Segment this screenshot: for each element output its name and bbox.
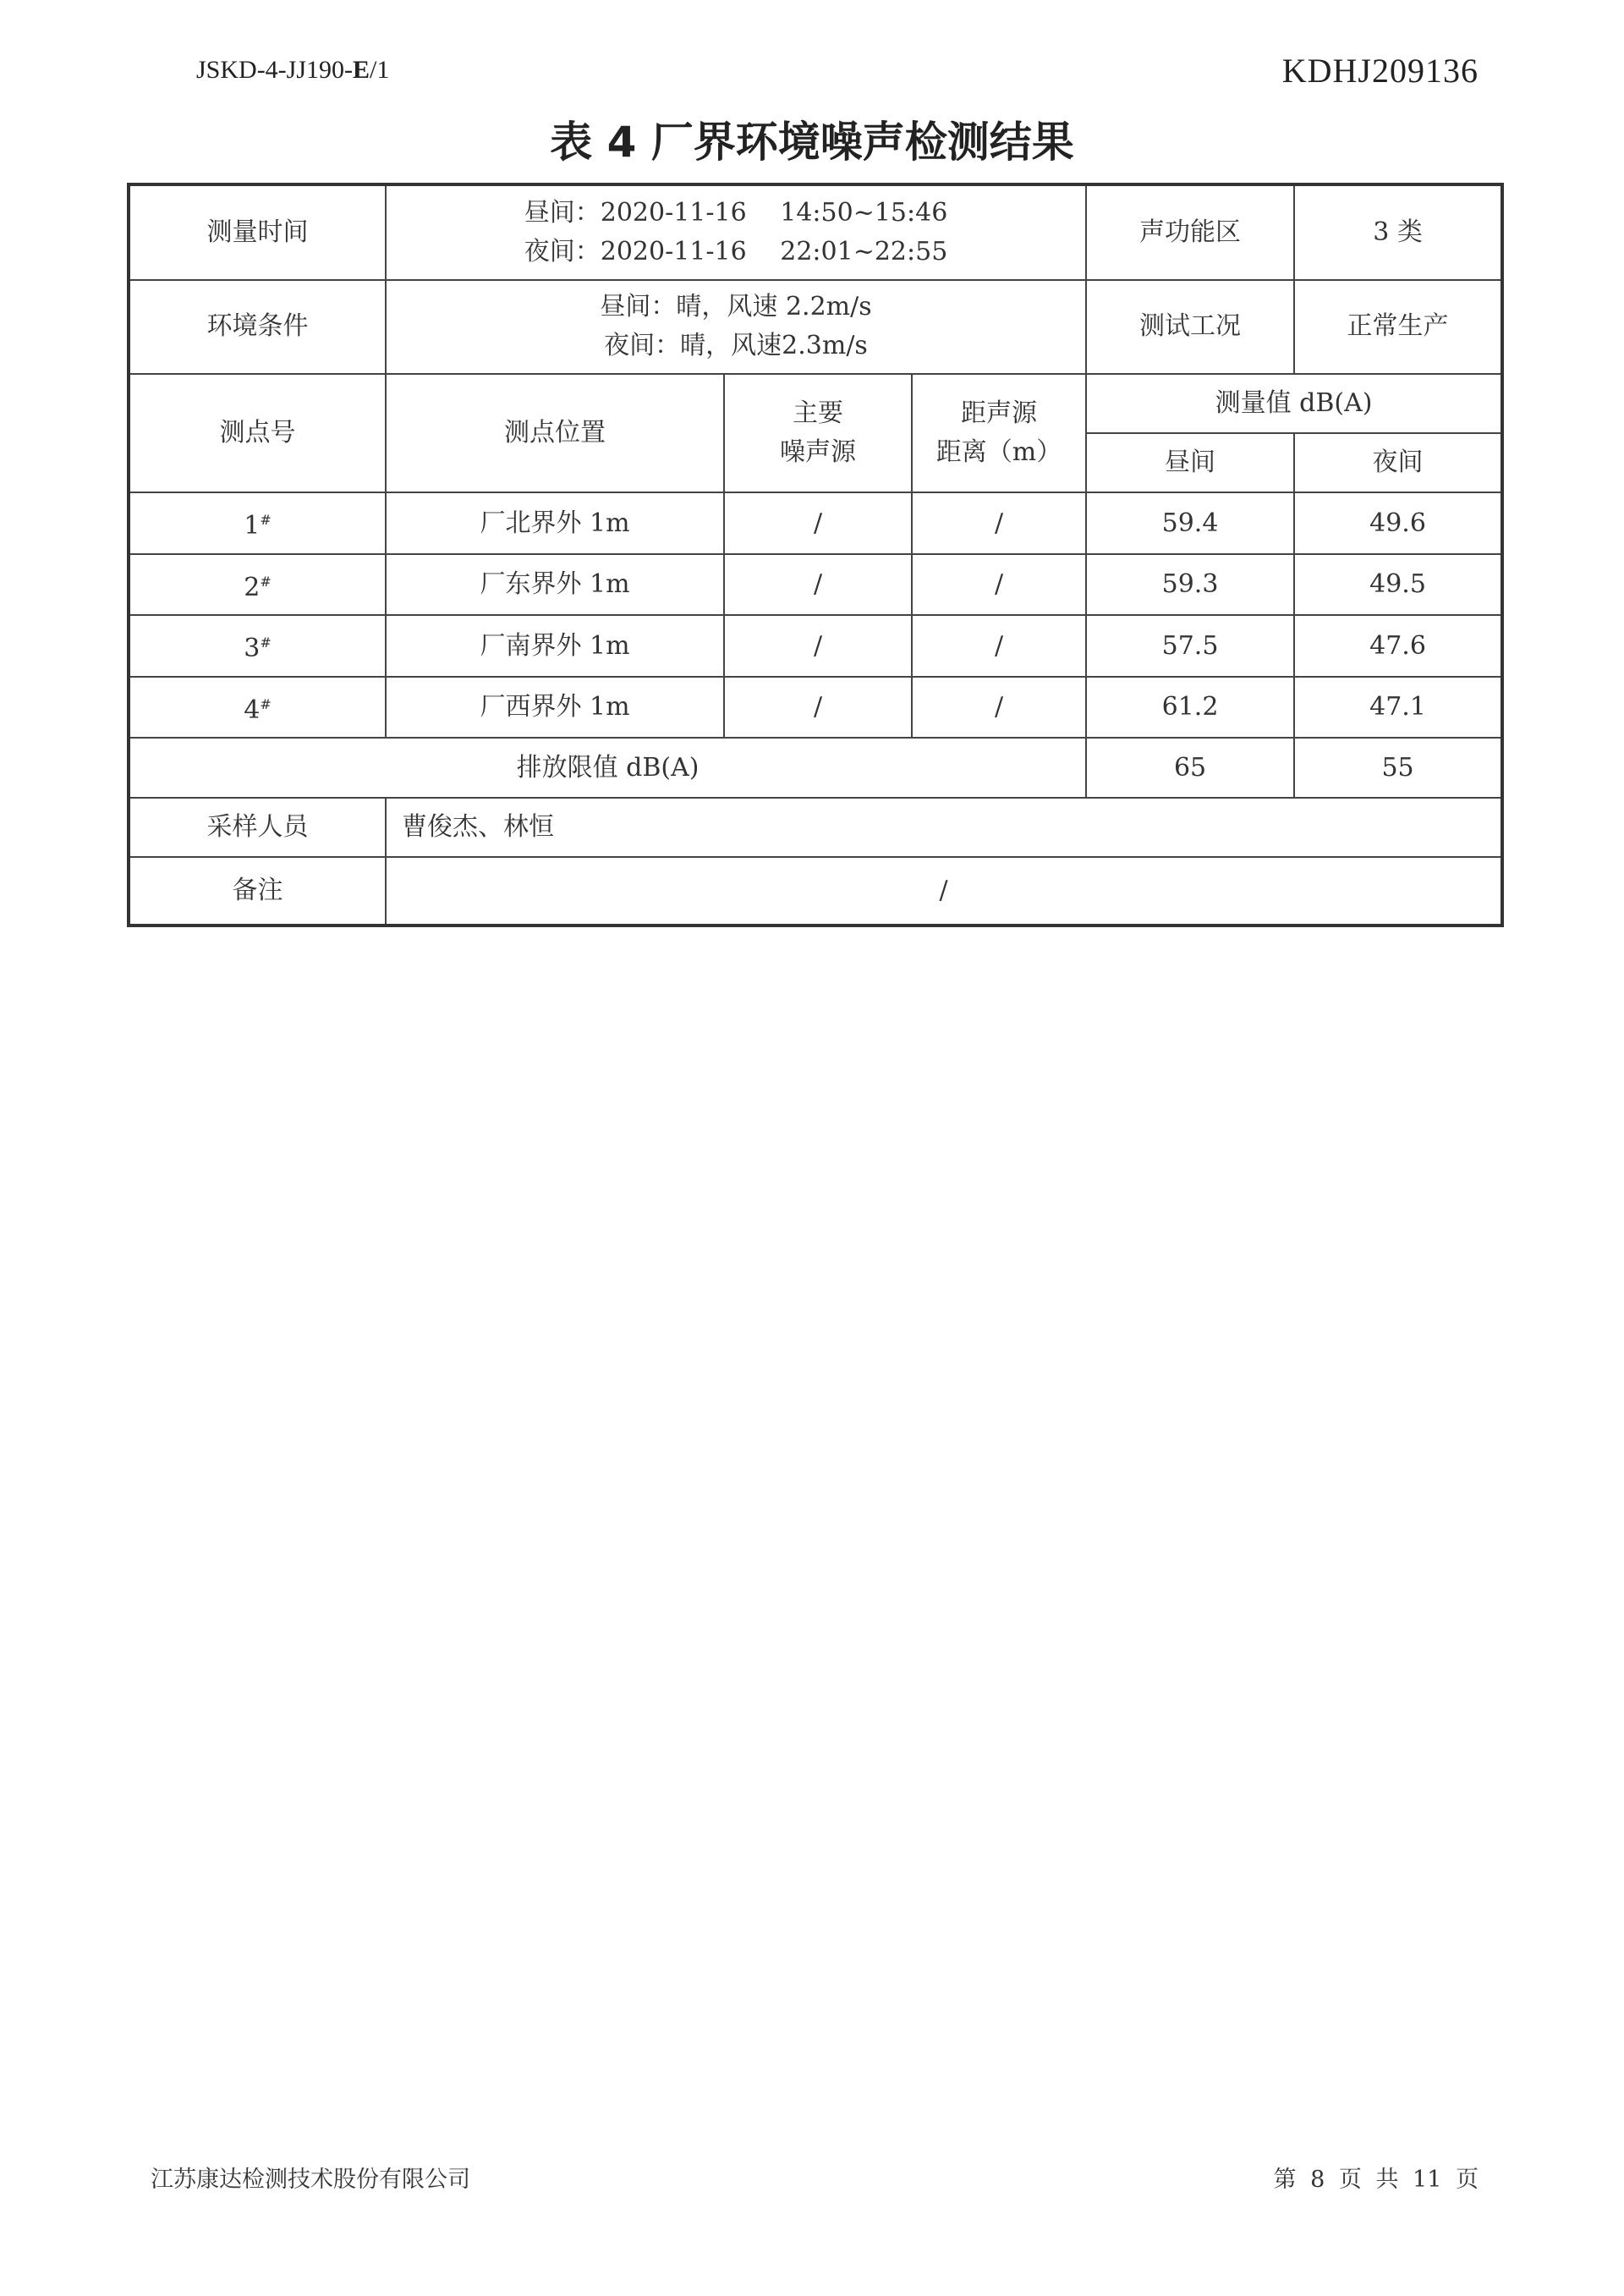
point-day-value: 61.2	[1086, 677, 1294, 738]
point-day-value: 59.3	[1086, 554, 1294, 615]
point-source: /	[724, 554, 912, 615]
point-mark: #	[260, 512, 272, 529]
col-day: 昼间	[1086, 433, 1294, 492]
point-distance: /	[912, 554, 1086, 615]
point-source: /	[724, 615, 912, 676]
col-point-no: 测点号	[129, 374, 386, 493]
point-no	[129, 615, 386, 676]
page-number: 第 8 页 共 11 页	[1273, 2167, 1479, 2193]
limit-day: 65	[1086, 738, 1294, 797]
env-night: 夜间：晴，风速2.3m/s	[604, 331, 868, 361]
point-location: 厂西界外 1m	[386, 677, 724, 738]
table-row	[129, 492, 1502, 553]
col-measured: 测量值 dB(A)	[1086, 374, 1502, 433]
point-night-value: 47.1	[1294, 677, 1502, 738]
point-location: 厂东界外 1m	[386, 554, 724, 615]
document-code-part: JSKD-4-JJ190-	[196, 56, 354, 84]
measurement-time-row	[129, 184, 1502, 280]
point-distance: /	[912, 677, 1086, 738]
env-value	[386, 280, 1086, 374]
col-location: 测点位置	[386, 374, 724, 493]
col-distance	[912, 374, 1086, 493]
limit-night: 55	[1294, 738, 1502, 797]
document-code-suffix: /1	[370, 56, 390, 84]
point-mark: #	[260, 695, 272, 712]
point-no	[129, 554, 386, 615]
point-number: 1	[244, 511, 261, 541]
col-source	[724, 374, 912, 493]
col-distance-line2: 距离（m）	[935, 437, 1062, 467]
point-distance: /	[912, 492, 1086, 553]
point-number: 2	[244, 572, 261, 602]
point-distance: /	[912, 615, 1086, 676]
point-no	[129, 492, 386, 553]
remark-label: 备注	[129, 857, 386, 926]
point-night-value: 49.6	[1294, 492, 1502, 553]
point-number: 3	[244, 634, 261, 664]
sampler-value: 曹俊杰、林恒	[386, 798, 1502, 857]
time-day: 昼间：2020-11-16 14:50~15:46	[524, 197, 948, 228]
point-location: 厂南界外 1m	[386, 615, 724, 676]
time-night: 夜间：2020-11-16 22:01~22:55	[524, 236, 948, 266]
point-no	[129, 677, 386, 738]
point-location: 厂北界外 1m	[386, 492, 724, 553]
remark-row	[129, 857, 1502, 926]
point-day-value: 59.4	[1086, 492, 1294, 553]
point-mark: #	[260, 573, 272, 590]
point-night-value: 49.5	[1294, 554, 1502, 615]
env-day: 昼间：晴，风速 2.2m/s	[600, 292, 872, 322]
noise-results-table	[127, 183, 1504, 927]
sampler-label: 采样人员	[129, 798, 386, 857]
point-source: /	[724, 677, 912, 738]
env-label: 环境条件	[129, 280, 386, 374]
zone-value: 3 类	[1294, 184, 1502, 280]
col-source-line1: 主要	[793, 398, 843, 428]
table-row	[129, 615, 1502, 676]
point-source: /	[724, 492, 912, 553]
condition-value: 正常生产	[1294, 280, 1502, 374]
point-number: 4	[244, 695, 261, 725]
col-night: 夜间	[1294, 433, 1502, 492]
col-distance-line1: 距声源	[961, 398, 1038, 428]
column-header-row	[129, 374, 1502, 433]
col-source-line2: 噪声源	[780, 437, 856, 467]
remark-value: /	[386, 857, 1502, 926]
limit-label: 排放限值 dB(A)	[129, 738, 1086, 797]
document-code-version: E	[353, 56, 370, 84]
point-mark: #	[260, 634, 272, 651]
table-row	[129, 554, 1502, 615]
limit-row	[129, 738, 1502, 797]
time-value	[386, 184, 1086, 280]
company-name: 江苏康达检测技术股份有限公司	[151, 2167, 470, 2193]
environment-row	[129, 280, 1502, 374]
table-row	[129, 677, 1502, 738]
condition-label: 测试工况	[1086, 280, 1294, 374]
point-day-value: 57.5	[1086, 615, 1294, 676]
time-label: 测量时间	[129, 184, 386, 280]
report-number: KDHJ209136	[1281, 52, 1479, 90]
table-title: 表 4 厂界环境噪声检测结果	[550, 118, 1074, 167]
sampler-row	[129, 798, 1502, 857]
document-code	[196, 56, 389, 85]
point-night-value: 47.6	[1294, 615, 1502, 676]
zone-label: 声功能区	[1086, 184, 1294, 280]
